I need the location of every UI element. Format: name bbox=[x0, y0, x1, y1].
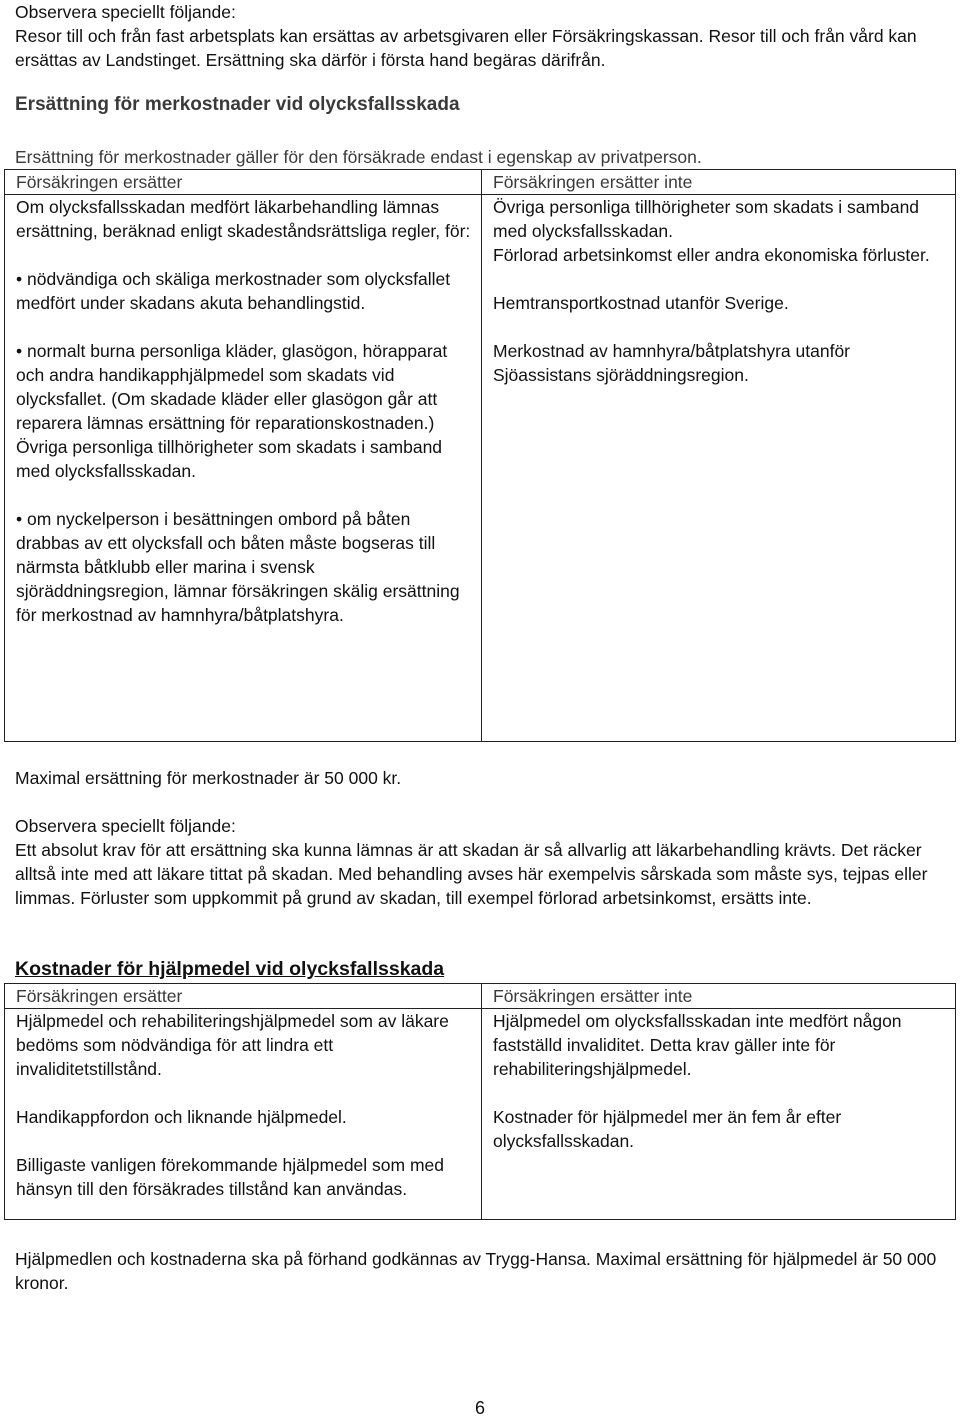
col-not-covered-header: Försäkringen ersätter inte bbox=[482, 170, 956, 195]
intro-note bbox=[15, 0, 945, 72]
section1-note bbox=[15, 814, 945, 910]
covered-bullet: • normalt burna personliga kläder, glasögon, hörapparat och andra handikapphjälpmedel som skadats vid olycksfallet. (Om skadade kläder eller glasögon går att reparera lämnas ersättning för reparationskostnaden.) Övriga personliga tillhörigheter som skadats i samband med olycksfallsskadan. bbox=[16, 339, 471, 483]
col-not-covered-header: Försäkringen ersätter inte bbox=[482, 984, 956, 1009]
not-covered-item: Kostnader för hjälpmedel mer än fem år efter olycksfallsskadan. bbox=[493, 1107, 842, 1151]
not-covered-item: Förlorad arbetsinkomst eller andra ekonomiska förluster. bbox=[493, 245, 930, 265]
section1-heading: Ersättning för merkostnader vid olycksfallsskada bbox=[15, 94, 460, 115]
col-covered-header: Försäkringen ersätter bbox=[5, 984, 482, 1009]
covered-cell bbox=[5, 195, 482, 742]
section2-footer-text: Hjälpmedlen och kostnaderna ska på förhand godkännas av Trygg-Hansa. Maximal ersättning för hjälpmedel är 50 000 kronor. bbox=[15, 1249, 937, 1293]
col-covered-header: Försäkringen ersätter bbox=[5, 170, 482, 195]
section1-note-label: Observera speciellt följande: bbox=[15, 816, 236, 836]
max-compensation-text: Maximal ersättning för merkostnader är 50 000 kr. bbox=[15, 768, 402, 788]
intro-note-text: Resor till och från fast arbetsplats kan ersättas av arbetsgivaren eller Försäkringskassan. Resor till och från vård kan ersättas av Landstinget. Ersättning ska därför i första hand begäras därifrån. bbox=[15, 26, 917, 70]
intro-note-label: Observera speciellt följande: bbox=[15, 2, 236, 22]
section1-note-text: Ett absolut krav för att ersättning ska kunna lämnas är att skadan är så allvarlig att läkarbehandling krävts. Det räcker alltså inte med att läkare tittat på skadan. Med behandling avses här exempelvis sårskada som måste sys, tejpas eller limmas. Förluster som uppkommit på grund av skadan, till exempel förlorad arbetsinkomst, ersätts inte. bbox=[15, 840, 928, 908]
covered-item: Handikappfordon och liknande hjälpmedel. bbox=[16, 1107, 347, 1127]
covered-bullet: • om nyckelperson i besättningen ombord på båten drabbas av ett olycksfall och båten måste bogseras till närmsta båtklubb eller marina i svensk sjöräddningsregion, lämnar försäkringen skälig ersättning för merkostnad av hamnhyra/båtplatshyra. bbox=[16, 507, 471, 627]
not-covered-cell bbox=[482, 1009, 956, 1220]
covered-cell bbox=[5, 1009, 482, 1220]
not-covered-item: Övriga personliga tillhörigheter som skadats i samband med olycksfallsskadan. bbox=[493, 197, 920, 241]
not-covered-item: Hemtransportkostnad utanför Sverige. bbox=[493, 293, 789, 313]
covered-bullet: • nödvändiga och skäliga merkostnader som olycksfallet medfört under skadans akuta behandlingstid. bbox=[16, 267, 471, 315]
page-number: 6 bbox=[474, 1398, 485, 1418]
not-covered-item: Merkostnad av hamnhyra/båtplatshyra utanför Sjöassistans sjöräddningsregion. bbox=[493, 341, 850, 385]
covered-item: Billigaste vanligen förekommande hjälpmedel som med hänsyn till den försäkrades tillstånd kan användas. bbox=[16, 1155, 444, 1199]
section1-subtitle: Ersättning för merkostnader gäller för den försäkrade endast i egenskap av privatperson. bbox=[15, 147, 702, 167]
hjalpmedel-table bbox=[4, 983, 956, 1220]
not-covered-cell bbox=[482, 195, 956, 742]
not-covered-item: Hjälpmedel om olycksfallsskadan inte medfört någon fastställd invaliditet. Detta krav gäller inte för rehabiliteringshjälpmedel. bbox=[493, 1011, 902, 1079]
section2-heading: Kostnader för hjälpmedel vid olycksfallsskada bbox=[15, 958, 445, 980]
merkostnader-table bbox=[4, 169, 956, 742]
covered-intro: Om olycksfallsskadan medfört läkarbehandling lämnas ersättning, beräknad enligt skadeståndsrättsliga regler, för: bbox=[16, 197, 471, 241]
covered-item: Hjälpmedel och rehabiliteringshjälpmedel som av läkare bedöms som nödvändiga för att lindra ett invaliditetstillstånd. bbox=[16, 1011, 449, 1079]
